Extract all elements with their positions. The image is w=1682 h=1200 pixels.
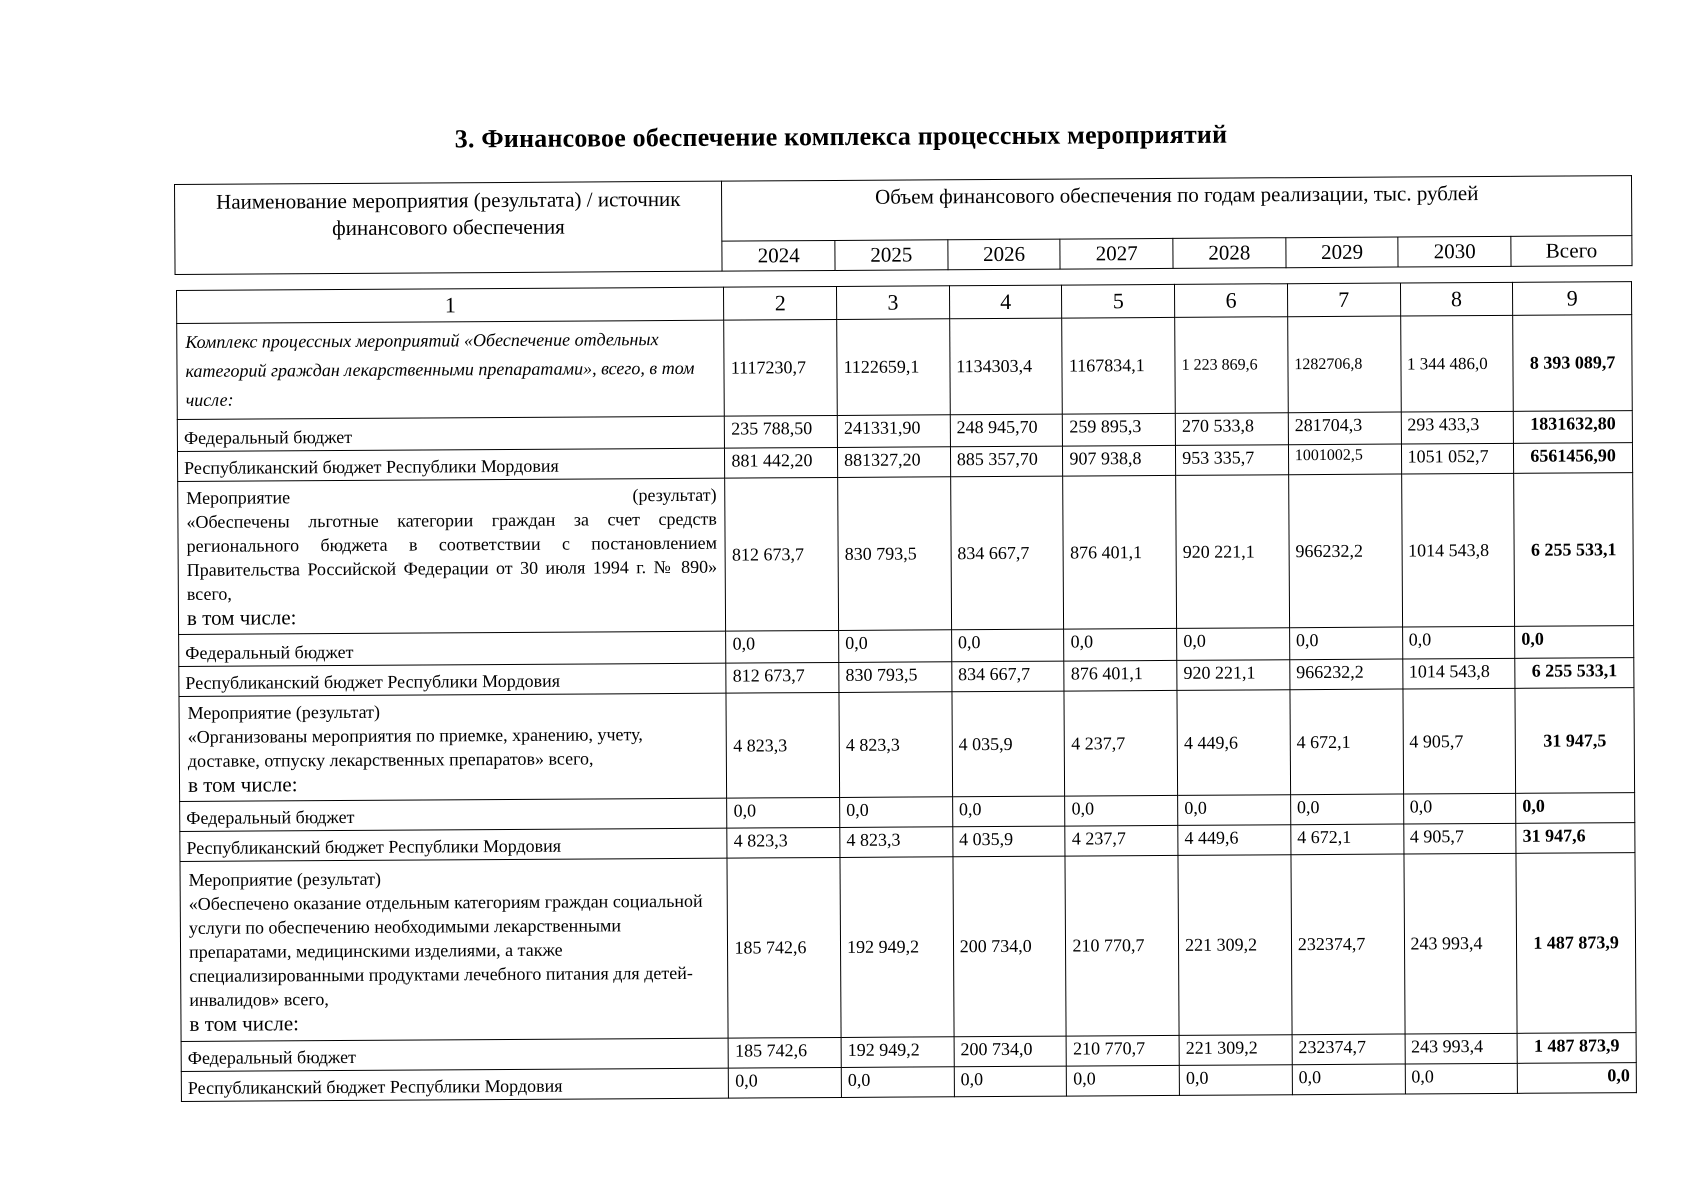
event-name	[178, 478, 726, 634]
column-number: 5	[1062, 284, 1175, 318]
source-name: Республиканский бюджет Республики Мордовия	[177, 448, 725, 481]
value-cell: 210 770,7	[1065, 855, 1179, 1036]
header-total: Всего	[1511, 236, 1632, 267]
header-year-2028: 2028	[1173, 238, 1286, 269]
page-title: 3. Финансовое обеспечение комплекса процессных мероприятий	[454, 119, 1228, 154]
value-cell: 0,0	[841, 1067, 954, 1098]
table-header	[174, 175, 1633, 275]
value-cell: 834 667,7	[950, 476, 1064, 630]
value-cell: 881 442,20	[725, 447, 838, 478]
event-label: Мероприятие (результат)	[188, 868, 382, 890]
source-name: Федеральный бюджет	[177, 416, 725, 451]
value-cell: 192 949,2	[841, 1037, 954, 1068]
event-description: «Обеспечены льготные категории граждан за счет средств регионального бюджета в соответствии с постановлением Правительства Российской Федерации от 30 июля 1994 г. № 890» всего,	[186, 508, 718, 604]
table-row	[178, 473, 1634, 635]
value-cell: 0,0	[952, 796, 1065, 827]
value-cell: 0,0	[951, 629, 1064, 662]
source-name: Федеральный бюджет	[181, 1038, 729, 1071]
value-cell: 259 895,3	[1063, 413, 1176, 446]
value-cell: 920 221,1	[1176, 475, 1290, 629]
column-number: 9	[1513, 282, 1632, 316]
value-cell: 1 344 486,0	[1400, 315, 1513, 412]
source-name: Республиканский бюджет Республики Мордовия	[180, 828, 728, 861]
value-cell: 920 221,1	[1177, 660, 1290, 691]
value-cell: 966232,2	[1290, 659, 1403, 690]
total-cell: 0,0	[1517, 1063, 1636, 1094]
value-cell: 232374,7	[1292, 1034, 1405, 1065]
table-body	[176, 281, 1637, 1102]
value-cell: 4 237,7	[1064, 690, 1177, 796]
value-cell: 1051 052,7	[1401, 443, 1514, 474]
total-cell: 1 487 873,9	[1517, 1033, 1636, 1064]
value-cell: 0,0	[839, 630, 952, 663]
value-cell: 0,0	[1065, 795, 1178, 826]
value-cell: 1001002,5	[1288, 444, 1401, 475]
complex-name: Комплекс процессных мероприятий «Обеспечение отдельных категорий граждан лекарственными препаратами», всего, в том числе:	[177, 320, 725, 419]
value-cell: 4 035,9	[952, 691, 1065, 797]
value-cell: 232374,7	[1291, 854, 1405, 1035]
table-row	[180, 853, 1636, 1042]
value-cell: 0,0	[1402, 626, 1515, 659]
source-name: Федеральный бюджет	[180, 798, 728, 831]
column-number: 6	[1175, 284, 1288, 318]
total-cell: 31 947,6	[1516, 823, 1635, 854]
value-cell: 830 793,5	[838, 477, 952, 631]
value-cell: 4 035,9	[953, 826, 1066, 857]
value-cell: 0,0	[1067, 1065, 1180, 1096]
value-cell: 221 309,2	[1179, 1035, 1292, 1066]
total-cell: 1831632,80	[1513, 411, 1632, 444]
header-volume-column: Объем финансового обеспечения по годам реализации, тыс. рублей	[722, 176, 1632, 242]
value-cell: 221 309,2	[1178, 855, 1292, 1036]
value-cell: 881327,20	[838, 447, 951, 478]
table-row	[177, 315, 1633, 420]
value-cell: 0,0	[1178, 795, 1291, 826]
column-number: 8	[1400, 282, 1513, 316]
total-cell: 6 255 533,1	[1514, 473, 1634, 627]
value-cell: 0,0	[1064, 628, 1177, 661]
value-cell: 270 533,8	[1175, 413, 1288, 446]
value-cell: 1014 543,8	[1402, 658, 1515, 689]
event-description: «Обеспечено оказание отдельным категориям граждан социальной услуги по обеспечению необходимыми лекарственными препаратами, медицинскими изделиями, а также специализированными продуктами лечебного питания для детей-инвалидов» всего,	[188, 890, 703, 1010]
value-cell: 0,0	[1405, 1063, 1518, 1094]
value-cell: 243 993,4	[1403, 853, 1517, 1034]
value-cell: 281704,3	[1288, 412, 1401, 445]
total-cell: 6 255 533,1	[1515, 658, 1634, 689]
source-name: Республиканский бюджет Республики Мордовия	[179, 663, 727, 696]
value-cell: 4 905,7	[1402, 688, 1515, 794]
value-cell: 4 672,1	[1291, 824, 1404, 855]
value-cell: 834 667,7	[952, 661, 1065, 692]
column-number: 1	[177, 287, 725, 323]
source-name: Республиканский бюджет Республики Мордовия	[181, 1068, 729, 1101]
value-cell: 4 237,7	[1065, 825, 1178, 856]
value-cell: 4 823,3	[840, 827, 953, 858]
column-number: 3	[837, 286, 950, 320]
value-cell: 1282706,8	[1287, 316, 1400, 413]
total-cell: 0,0	[1515, 626, 1634, 659]
total-cell: 6561456,90	[1514, 443, 1633, 474]
value-cell: 0,0	[727, 797, 840, 828]
value-cell: 0,0	[1403, 793, 1516, 824]
header-year-2027: 2027	[1060, 238, 1173, 269]
event-including: в том числе:	[189, 1010, 300, 1036]
value-cell: 0,0	[729, 1067, 842, 1098]
value-cell: 185 742,6	[727, 857, 841, 1038]
value-cell: 812 673,7	[726, 662, 839, 693]
value-cell: 235 788,50	[725, 415, 838, 448]
value-cell: 4 449,6	[1177, 690, 1290, 796]
value-cell: 192 949,2	[840, 857, 954, 1038]
value-cell: 4 823,3	[726, 692, 839, 798]
value-cell: 0,0	[1179, 1065, 1292, 1096]
value-cell: 876 401,1	[1064, 660, 1177, 691]
value-cell: 812 673,7	[725, 477, 839, 631]
value-cell: 0,0	[840, 797, 953, 828]
value-cell: 953 335,7	[1176, 445, 1289, 476]
value-cell: 248 945,70	[950, 414, 1063, 447]
header-year-2024: 2024	[722, 240, 835, 271]
event-including: в том числе:	[186, 605, 297, 630]
header-year-2025: 2025	[835, 240, 948, 271]
value-cell: 4 449,6	[1178, 825, 1291, 856]
source-name: Федеральный бюджет	[179, 631, 727, 666]
value-cell: 293 433,3	[1401, 411, 1514, 444]
column-number: 4	[949, 285, 1062, 319]
value-cell: 966232,2	[1288, 474, 1402, 628]
value-cell: 1014 543,8	[1401, 473, 1515, 627]
value-cell: 1167834,1	[1062, 317, 1175, 414]
total-cell: 0,0	[1516, 793, 1635, 824]
value-cell: 1134303,4	[949, 318, 1062, 415]
event-label: Мероприятие (результат)	[187, 701, 381, 723]
value-cell: 185 742,6	[728, 1037, 841, 1068]
value-cell: 885 357,70	[950, 446, 1063, 477]
header-year-2026: 2026	[948, 239, 1061, 270]
value-cell: 200 734,0	[953, 856, 1067, 1037]
header-name-column: Наименование мероприятия (результата) / источник финансового обеспечения	[175, 181, 723, 274]
total-cell: 8 393 089,7	[1513, 315, 1632, 412]
event-description: «Организованы мероприятия по приемке, хранению, учету, доставке, отпуску лекарственных препаратов» всего,	[187, 724, 643, 771]
value-cell: 4 823,3	[839, 692, 952, 798]
total-cell: 1 487 873,9	[1516, 853, 1636, 1034]
value-cell: 241331,90	[837, 415, 950, 448]
value-cell: 876 401,1	[1063, 475, 1177, 629]
value-cell: 1 223 869,6	[1175, 317, 1288, 414]
header-year-2029: 2029	[1286, 237, 1399, 268]
header-year-2030: 2030	[1398, 236, 1511, 267]
event-including: в том числе:	[187, 772, 298, 797]
value-cell: 0,0	[726, 630, 839, 663]
value-cell: 0,0	[954, 1066, 1067, 1097]
total-cell: 31 947,5	[1515, 688, 1634, 794]
value-cell: 4 672,1	[1290, 689, 1403, 795]
value-cell: 243 993,4	[1405, 1033, 1518, 1064]
event-label: Мероприятие (результат)	[186, 484, 717, 508]
value-cell: 907 938,8	[1063, 445, 1176, 476]
value-cell: 0,0	[1289, 627, 1402, 660]
value-cell: 200 734,0	[954, 1036, 1067, 1067]
column-number: 2	[724, 286, 837, 320]
value-cell: 1122659,1	[837, 319, 950, 416]
event-name	[179, 693, 727, 801]
value-cell: 210 770,7	[1067, 1035, 1180, 1066]
value-cell: 0,0	[1292, 1064, 1405, 1095]
event-name	[180, 858, 728, 1041]
value-cell: 1117230,7	[724, 319, 837, 416]
value-cell: 4 823,3	[727, 827, 840, 858]
value-cell: 830 793,5	[839, 662, 952, 693]
value-cell: 4 905,7	[1403, 823, 1516, 854]
column-number: 7	[1287, 283, 1400, 317]
value-cell: 0,0	[1177, 628, 1290, 661]
value-cell: 0,0	[1290, 794, 1403, 825]
table-row	[179, 688, 1635, 802]
